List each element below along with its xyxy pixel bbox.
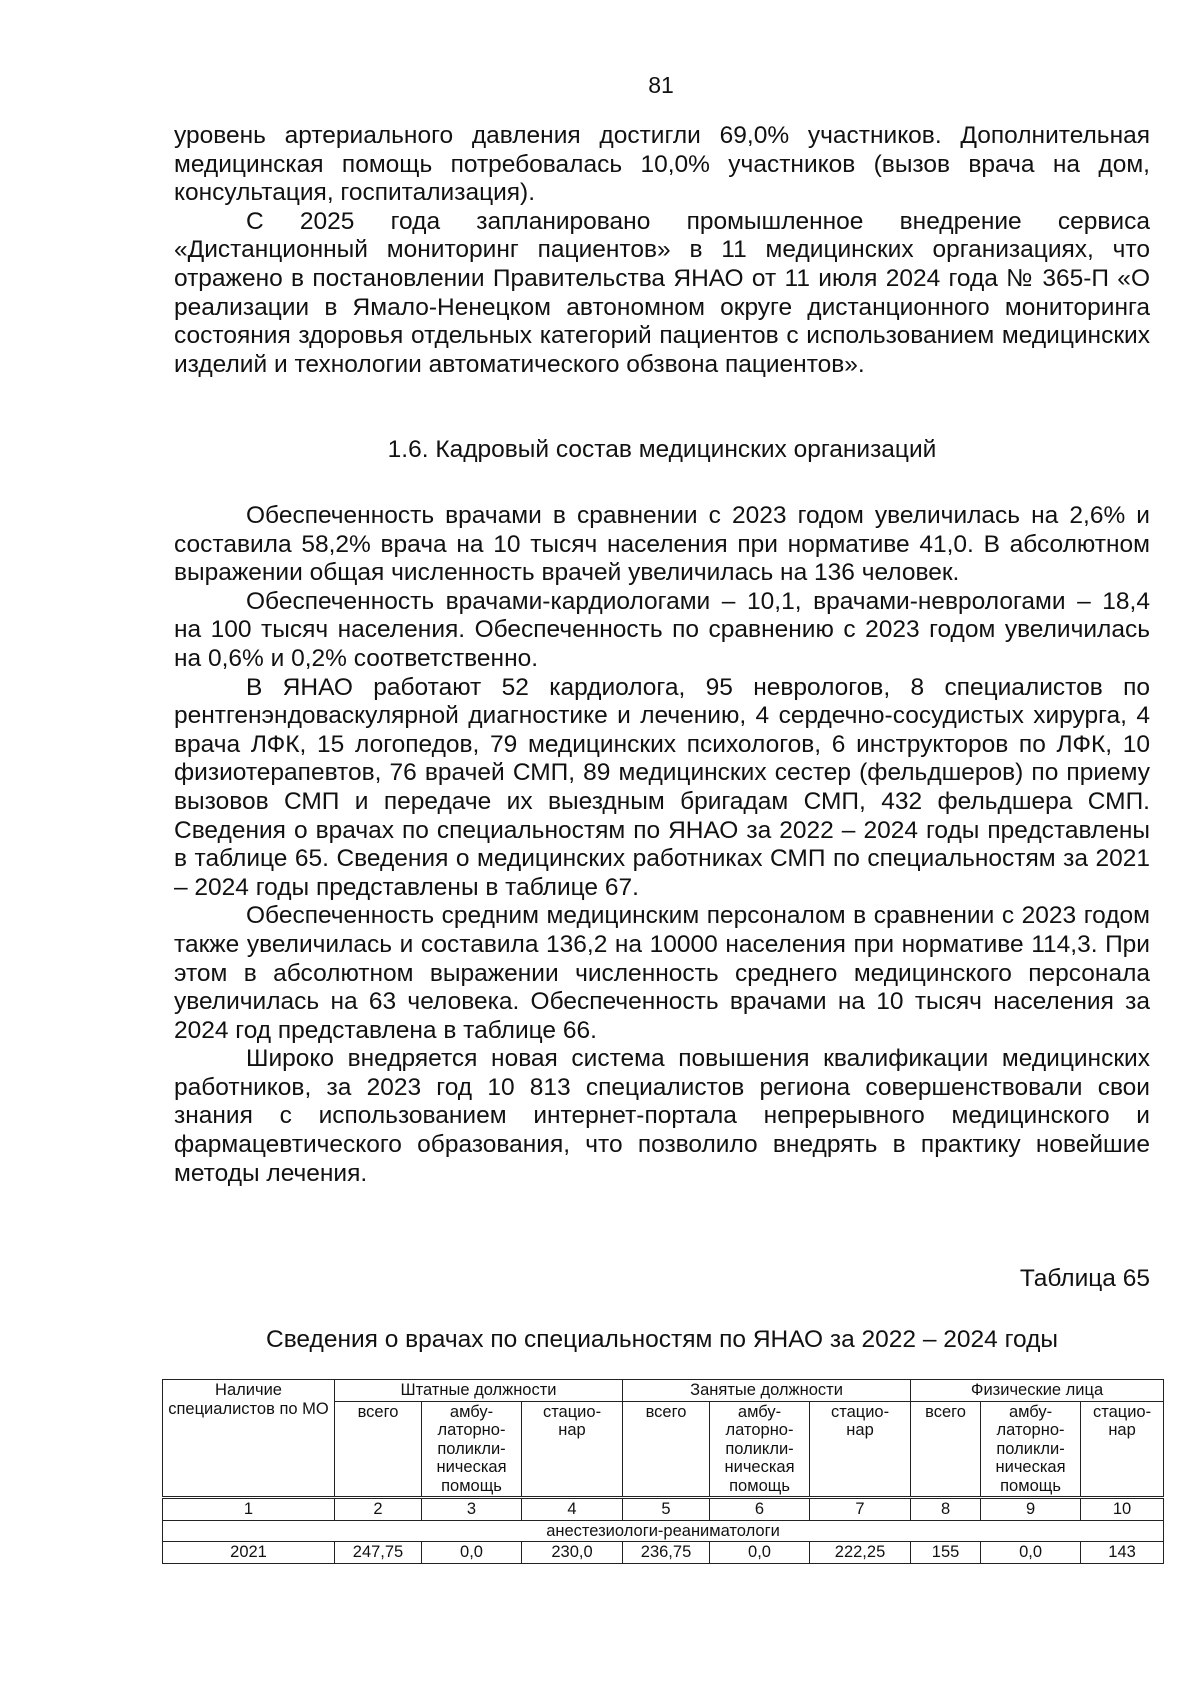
doctors-table xyxy=(162,1379,1164,1564)
subheader-outpatient: амбу- латорно- поликли- ническая помощь xyxy=(422,1401,522,1498)
column-number: 2 xyxy=(335,1498,422,1521)
subheader-inpatient: стацио- нар xyxy=(1081,1401,1164,1498)
paragraph: В ЯНАО работают 52 кардиолога, 95 неврологов, 8 специалистов по рентгенэндоваскулярной диагностике и лечению, 4 сердечно-сосудистых хирурга, 4 врача ЛФК, 15 логопедов, 79 медицинских психологов, 6 инструкторов по ЛФК, 10 физиотерапевтов, 76 врачей СМП, 89 медицинских сестер (фельдшеров) по приему вызовов СМП и передаче их выездным бригадам СМП, 432 фельдшера СМП. Сведения о врачах по специальностям по ЯНАО за 2022 – 2024 годы представлены в таблице 65. Сведения о медицинских работниках СМП по специальностям за 2021 – 2024 годы представлены в таблице 67. xyxy=(174,673,1150,901)
table-label: Таблица 65 xyxy=(1019,1265,1150,1292)
paragraph: Обеспеченность врачами-кардиологами – 10,1, врачами-неврологами – 18,4 на 100 тысяч населения. Обеспеченность по сравнению с 2023 годом увеличилась на 0,6% и 0,2% соответственно. xyxy=(174,587,1150,672)
subheader-total: всего xyxy=(335,1401,422,1498)
subheader-inpatient: стацио- нар xyxy=(810,1401,911,1498)
column-number: 9 xyxy=(981,1498,1081,1521)
column-number: 4 xyxy=(522,1498,623,1521)
subheader-outpatient: амбу- латорно- поликли- ническая помощь xyxy=(710,1401,810,1498)
section-heading: 1.6. Кадровый состав медицинских организаций xyxy=(387,436,937,463)
table-cell: 230,0 xyxy=(522,1542,623,1564)
table-cell: 143 xyxy=(1081,1542,1164,1564)
subheader-outpatient: амбу- латорно- поликли- ническая помощь xyxy=(981,1401,1081,1498)
text-block-top xyxy=(174,122,1150,379)
column-number: 10 xyxy=(1081,1498,1164,1521)
paragraph: уровень артериального давления достигли 69,0% участников. Дополнительная медицинская помощь потребовалась 10,0% участников (вызов врача на дом, консультация, госпитализация). xyxy=(174,122,1150,207)
table-cell: 222,25 xyxy=(810,1542,911,1564)
column-number-row xyxy=(163,1498,1164,1521)
table-cell: 0,0 xyxy=(981,1542,1081,1564)
paragraph: Широко внедряется новая система повышения квалификации медицинских работников, за 2023 год 10 813 специалистов региона совершенствовали свои знания с использованием интернет-портала непрерывного медицинского и фармацевтического образования, что позволило внедрять в практику новейшие методы лечения. xyxy=(174,1045,1150,1187)
table-cell: 236,75 xyxy=(623,1542,710,1564)
page-number: 81 xyxy=(648,72,674,98)
subheader-total: всего xyxy=(911,1401,981,1498)
header-group-individuals: Физические лица xyxy=(911,1380,1164,1402)
table-cell: 155 xyxy=(911,1542,981,1564)
column-number: 3 xyxy=(422,1498,522,1521)
header-group-staff: Штатные должности xyxy=(335,1380,623,1402)
paragraph: С 2025 года запланировано промышленное внедрение сервиса «Дистанционный мониторинг пациентов» в 11 медицинских организациях, что отражено в постановлении Правительства ЯНАО от 11 июля 2024 года № 365-П «О реализации в Ямало-Ненецком автономном округе дистанционного мониторинга состояния здоровья отдельных категорий пациентов с использованием медицинских изделий и технологии автоматического обзвона пациентов». xyxy=(174,207,1150,378)
table-row xyxy=(163,1542,1164,1564)
table-section-row xyxy=(163,1520,1164,1542)
column-number: 6 xyxy=(710,1498,810,1521)
paragraph: Обеспеченность средним медицинским персоналом в сравнении с 2023 годом также увеличилась и составила 136,2 на 10000 населения при нормативе 114,3. При этом в абсолютном выражении численность среднего медицинского персонала увеличилась на 63 человека. Обеспеченность врачами на 10 тысяч населения за 2024 год представлена в таблице 66. xyxy=(174,902,1150,1044)
header-cell-specialists: Наличие специалистов по МО xyxy=(163,1380,335,1498)
column-number: 8 xyxy=(911,1498,981,1521)
header-group-occupied: Занятые должности xyxy=(623,1380,911,1402)
column-number: 5 xyxy=(623,1498,710,1521)
column-number: 7 xyxy=(810,1498,911,1521)
table-cell: 0,0 xyxy=(710,1542,810,1564)
subheader-total: всего xyxy=(623,1401,710,1498)
table-caption: Сведения о врачах по специальностям по ЯНАО за 2022 – 2024 годы xyxy=(266,1326,1058,1353)
section-label: анестезиологи-реаниматологи xyxy=(163,1520,1164,1542)
table-cell: 2021 xyxy=(163,1542,335,1564)
table-header-row xyxy=(163,1380,1164,1402)
paragraph: Обеспеченность врачами в сравнении с 2023 годом увеличилась на 2,6% и составила 58,2% врача на 10 тысяч населения при нормативе 41,0. В абсолютном выражении общая численность врачей увеличилась на 136 человек. xyxy=(174,502,1150,587)
table-cell: 0,0 xyxy=(422,1542,522,1564)
column-number: 1 xyxy=(163,1498,335,1521)
table-cell: 247,75 xyxy=(335,1542,422,1564)
subheader-inpatient: стацио- нар xyxy=(522,1401,623,1498)
text-block-main xyxy=(174,502,1150,1188)
